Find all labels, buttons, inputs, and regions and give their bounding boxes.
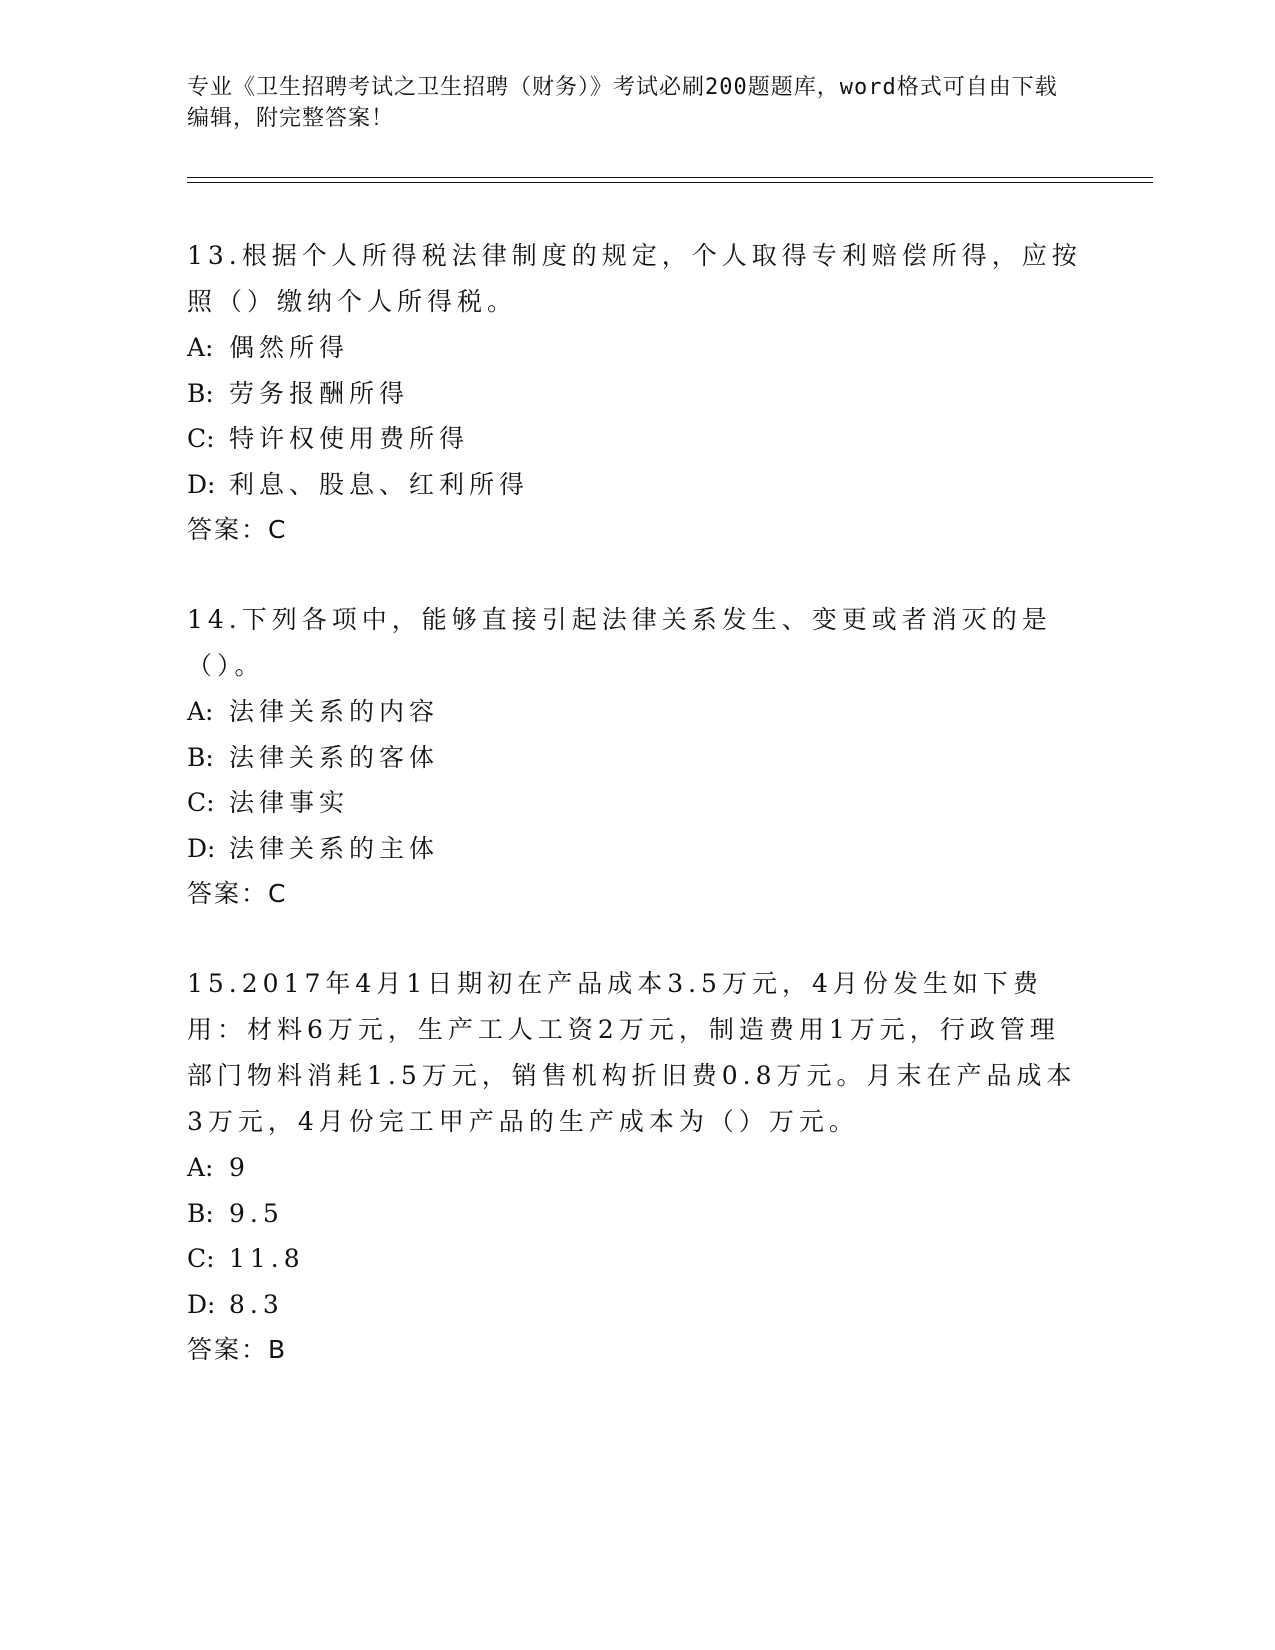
option-b	[187, 735, 1087, 781]
header-rule-bottom	[187, 182, 1153, 183]
document-header: 专业《卫生招聘考试之卫生招聘（财务）》考试必刷200题题库，word格式可自由下载编辑，附完整答案！	[187, 75, 1058, 131]
option-label: A:	[187, 333, 214, 362]
option-c	[187, 416, 1087, 462]
option-label: C:	[187, 1244, 215, 1273]
option-text: 法律关系的内容	[229, 697, 440, 726]
option-d	[187, 826, 1087, 872]
question-15	[187, 961, 1087, 1373]
option-d	[187, 462, 1087, 508]
option-label: D:	[187, 1289, 216, 1319]
option-label: C:	[187, 788, 215, 817]
option-label: B:	[187, 742, 214, 772]
option-label: A:	[187, 697, 214, 726]
option-a	[187, 1145, 1087, 1191]
option-label: D:	[187, 469, 216, 499]
option-text: 9	[229, 1153, 250, 1182]
option-a	[187, 689, 1087, 735]
option-label: A:	[187, 1153, 214, 1182]
option-label: B:	[187, 1198, 214, 1228]
option-label: B:	[187, 378, 214, 408]
option-label: D:	[187, 833, 216, 863]
option-text: 法律关系的客体	[229, 742, 440, 772]
option-d	[187, 1282, 1087, 1328]
option-text: 偶然所得	[229, 333, 350, 362]
option-a	[187, 325, 1087, 371]
header-rule-top	[187, 177, 1153, 178]
option-text: 11.8	[229, 1244, 305, 1273]
option-text: 利息、股息、红利所得	[229, 469, 530, 499]
option-b	[187, 1191, 1087, 1237]
answer: 答案：C	[187, 879, 288, 908]
option-text: 特许权使用费所得	[229, 424, 470, 453]
answer: 答案：B	[187, 1335, 288, 1364]
question-14	[187, 597, 1087, 917]
option-c	[187, 1236, 1087, 1282]
question-13	[187, 233, 1087, 553]
option-text: 劳务报酬所得	[229, 378, 410, 408]
question-text: 13.根据个人所得税法律制度的规定，个人取得专利赔偿所得，应按照（）缴纳个人所得税。	[187, 241, 1082, 316]
answer: 答案：C	[187, 515, 288, 544]
option-text: 8.3	[229, 1289, 284, 1319]
option-text: 法律关系的主体	[229, 833, 440, 863]
option-label: C:	[187, 424, 215, 453]
option-c	[187, 780, 1087, 826]
option-text: 法律事实	[229, 788, 350, 817]
question-text: 14.下列各项中，能够直接引起法律关系发生、变更或者消灭的是（）。	[187, 605, 1052, 680]
option-b	[187, 371, 1087, 417]
option-text: 9.5	[229, 1198, 284, 1228]
question-text: 15.2017年4月1日期初在产品成本3.5万元，4月份发生如下费用：材料6万元，生产工人工资2万元，制造费用1万元，行政管理部门物料消耗1.5万元，销售机构折旧费0.8万元。月末在产品成本3万元，4月份完工甲产品的生产成本为（）万元。	[187, 969, 1077, 1136]
